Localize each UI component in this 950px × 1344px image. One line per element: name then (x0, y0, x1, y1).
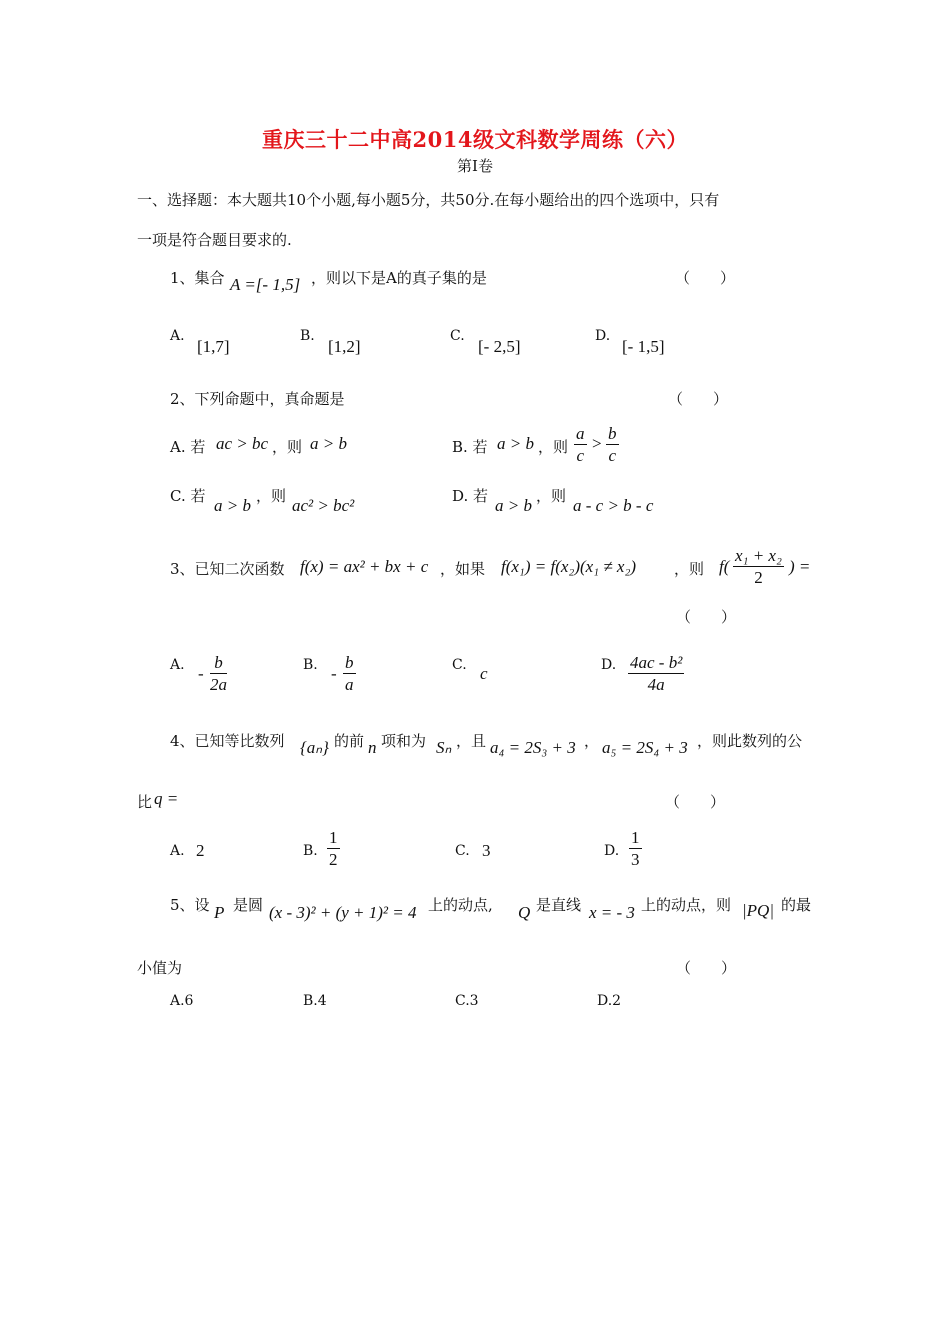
q2-b-then: ，则 (538, 438, 569, 456)
q5-t5: 的最 (781, 896, 812, 914)
q5-line2: 小值为 (137, 959, 183, 977)
q2-a-cond: ac > bc (216, 434, 269, 453)
q1-stem-suffix: ，则以下是A的真子集的是 (311, 269, 487, 287)
q2-c-res: ac² > bc² (292, 496, 355, 515)
q2-a-label: A. 若 (170, 438, 206, 456)
q2-a-then: ，则 (272, 438, 303, 456)
q3-option-c-label: C. (452, 657, 467, 673)
q4-t4: ，则此数列的公 (697, 732, 803, 750)
section-heading-line1: 一、选择题：本大题共10个小题,每小题5分，共50分.在每小题给出的四个选项中，只有 (137, 191, 720, 209)
q4-t3: ，且 (456, 732, 487, 750)
q4-n: n (368, 738, 377, 757)
q2-d-res: a - c > b - c (573, 496, 654, 515)
q3-option-b-sign: - (331, 664, 337, 683)
q3-then: ，则 (674, 560, 705, 578)
q3-option-a-label: A. (170, 657, 185, 673)
q2-b-frac1-num: a (576, 424, 585, 443)
q2-stem: 2、下列命题中，真命题是 (170, 390, 345, 408)
q4-stem-prefix: 4、已知等比数列 (170, 732, 285, 750)
q2-answer-paren: （ ） (668, 390, 729, 408)
q5-line: x = - 3 (589, 903, 635, 922)
q5-pq: |PQ| (742, 901, 775, 920)
q4-option-b-num: 1 (329, 828, 338, 847)
q2-b-gt: > (592, 434, 602, 453)
q2-d-cond: a > b (495, 496, 532, 515)
q5-p: P (214, 903, 225, 922)
q4-option-a-label: A. (170, 843, 185, 859)
q3-option-d-den: 4a (647, 675, 665, 694)
q2-a-res: a > b (310, 434, 347, 453)
q4-option-c-label: C. (455, 843, 470, 859)
q3-mid: ，如果 (440, 560, 486, 578)
q5-answer-paren: （ ） (676, 959, 737, 977)
q5-option-c: C.3 (455, 993, 479, 1009)
q2-b-cond: a > b (497, 434, 534, 453)
page-title: 重庆三十二中高2014级文科数学周练（六） (262, 127, 688, 152)
q2-b-fraction-1 (574, 424, 587, 467)
q4-option-d-fraction (629, 828, 642, 871)
q4-option-c-value: 3 (482, 841, 491, 860)
q3-ask-left: f( (719, 557, 730, 576)
q5-t1: 是圆 (233, 896, 264, 914)
q4-option-b-label: B. (303, 843, 318, 859)
q4-option-a-value: 2 (196, 841, 205, 860)
q3-ask-fraction (733, 546, 784, 589)
q3-func: f(x) = ax² + bx + c (300, 557, 429, 576)
q1-option-a-value: [1,7] (197, 337, 230, 356)
q2-c-cond: a > b (214, 496, 251, 515)
q3-option-a-den: 2a (210, 675, 227, 694)
q3-option-d-label: D. (601, 657, 617, 673)
q3-option-a-fraction (210, 653, 227, 696)
q3-option-b-num: b (345, 653, 354, 672)
q3-option-a-num: b (210, 653, 227, 674)
q4-sep: ， (584, 732, 600, 750)
q5-t4: 上的动点，则 (641, 896, 732, 914)
q4-line2-prefix: 比 (137, 793, 153, 811)
q4-t2: 项和为 (381, 732, 427, 750)
q3-stem-prefix: 3、已知二次函数 (170, 560, 285, 578)
q2-b-fraction-2 (606, 424, 619, 467)
q4-sn: Sₙ (436, 738, 452, 757)
q4-eq2: a₅ = 2S₄ + 3 (602, 738, 688, 757)
q3-answer-paren: （ ） (676, 608, 737, 626)
q3-cond: f(x₁) = f(x₂)(x₁ ≠ x₂) (501, 557, 637, 576)
q5-q: Q (518, 903, 531, 922)
q4-eq1: a₄ = 2S₃ + 3 (490, 738, 576, 757)
q4-option-d-num: 1 (631, 828, 640, 847)
q2-b-label: B. 若 (452, 438, 488, 456)
q3-option-b-den: a (345, 675, 354, 694)
q3-option-d-fraction (628, 653, 684, 696)
q1-stem-prefix: 1、集合 (170, 269, 225, 287)
q1-option-a-label: A. (170, 328, 185, 344)
q3-option-c-value: c (480, 664, 488, 683)
q2-c-label: C. 若 (170, 487, 206, 505)
q1-option-b-label: B. (300, 328, 315, 344)
q4-line2-q: q = (154, 789, 179, 808)
q1-option-d-label: D. (595, 328, 611, 344)
q5-option-a: A.6 (170, 993, 194, 1009)
q1-option-c-label: C. (450, 328, 465, 344)
q3-option-d-num: 4ac - b² (630, 653, 683, 672)
q2-b-frac2-num: b (608, 424, 617, 443)
q2-b-frac1-den: c (576, 446, 585, 465)
q1-answer-paren: （ ） (675, 269, 736, 287)
q2-c-then: ，则 (256, 487, 287, 505)
q2-d-then: ，则 (536, 487, 567, 505)
q5-t2: 上的动点, (428, 896, 493, 914)
q2-b-frac2-den: c (608, 446, 617, 465)
q5-stem-prefix: 5、设 (170, 896, 210, 914)
q3-option-b-fraction (343, 653, 356, 696)
q4-option-d-label: D. (604, 843, 620, 859)
q2-d-label: D. 若 (452, 487, 489, 505)
q3-ask-num: x₁ + x₂ (735, 546, 782, 565)
q4-seq: {aₙ} (300, 738, 329, 757)
q1-option-c-value: [- 2,5] (478, 337, 521, 356)
q5-circle: (x - 3)² + (y + 1)² = 4 (269, 903, 417, 922)
q4-answer-paren: （ ） (665, 793, 726, 811)
q5-option-d: D.2 (597, 993, 622, 1009)
q3-option-a-sign: - (198, 664, 204, 683)
q1-option-b-value: [1,2] (328, 337, 361, 356)
section-heading-line2: 一项是符合题目要求的. (137, 231, 292, 249)
q3-ask-den: 2 (754, 568, 763, 587)
q4-option-b-den: 2 (329, 850, 338, 869)
q4-option-b-fraction (327, 828, 340, 871)
q5-t3: 是直线 (536, 896, 582, 914)
q4-option-d-den: 3 (631, 850, 640, 869)
q3-ask-right: ) = (789, 557, 811, 576)
q1-option-d-value: [- 1,5] (622, 337, 665, 356)
q5-option-b: B.4 (303, 993, 327, 1009)
q4-t1: 的前 (334, 732, 365, 750)
q3-option-b-label: B. (303, 657, 318, 673)
page-subtitle: 第Ⅰ卷 (457, 157, 493, 175)
q1-set: A =[- 1,5] (230, 275, 301, 294)
